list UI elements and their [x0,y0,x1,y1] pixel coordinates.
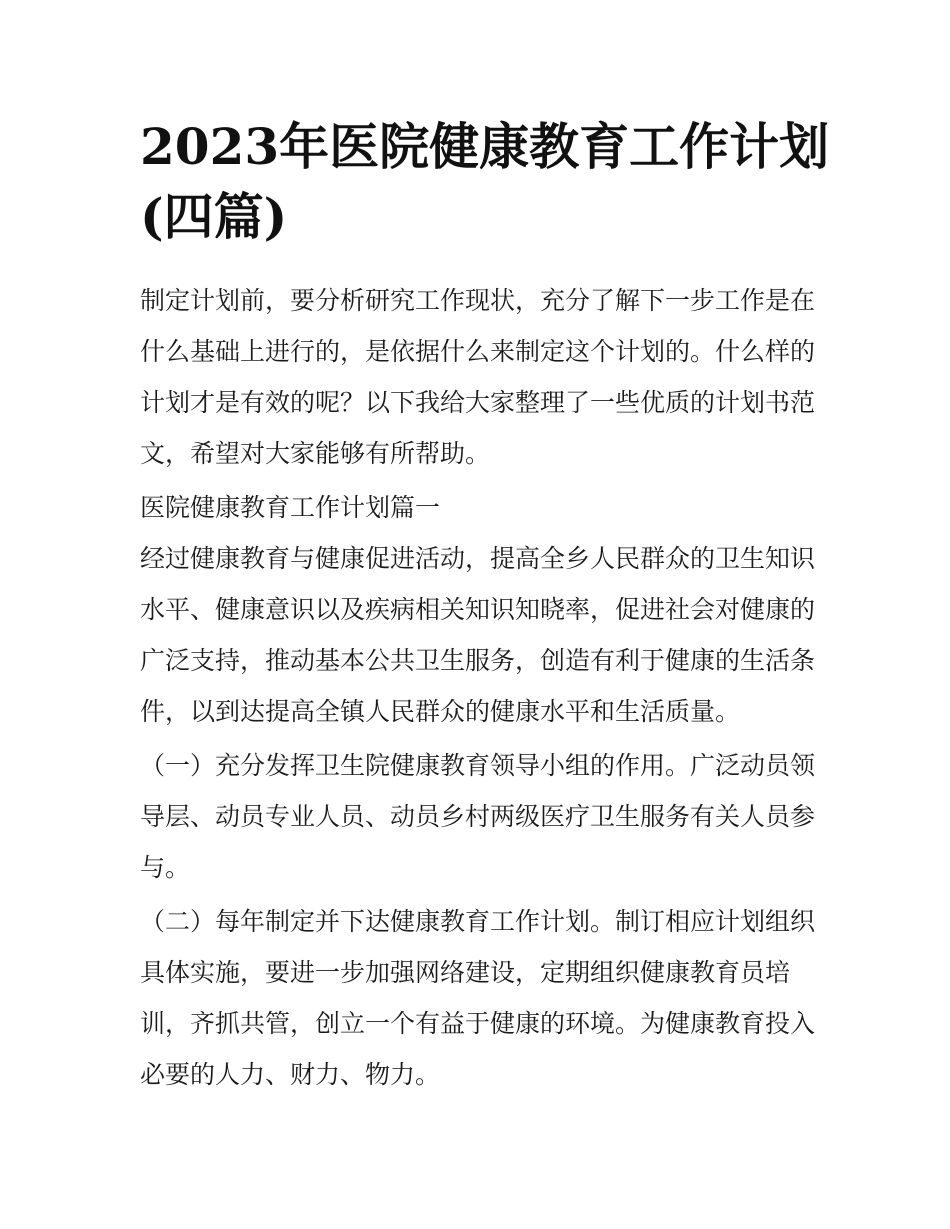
text-line: 制定计划前，要分析研究工作现状，充分了解下一步工作是在 [140,286,816,315]
text-line: 广泛支持，推动基本公共卫生服务，创造有利于健康的生活条 [140,646,816,675]
body-paragraph [140,533,820,737]
body-paragraph [140,896,820,1100]
document-body [140,275,820,1103]
title-line: 2023年医院健康教育工作计划 [140,117,830,176]
section-heading: 医院健康教育工作计划篇一 [140,493,441,522]
text-line: 什么基础上进行的，是依据什么来制定这个计划的。什么样的 [140,337,816,366]
text-line: 与。 [140,853,191,882]
text-line: 件，以到达提高全镇人民群众的健康水平和生活质量。 [140,697,741,726]
document-title [140,112,830,252]
text-line: 导层、动员专业人员、动员乡村两级医疗卫生服务有关人员参 [140,802,816,831]
text-line: 水平、健康意识以及疾病相关知识知晓率，促进社会对健康的 [140,595,816,624]
title-line: (四篇) [140,187,288,246]
text-line: （二）每年制定并下达健康教育工作计划。制订相应计划组织 [140,907,816,936]
text-line: 具体实施，要进一步加强网络建设，定期组织健康教育员培 [140,958,791,987]
text-line: 必要的人力、财力、物力。 [140,1060,441,1089]
body-paragraph [140,740,820,893]
text-line: 文，希望对大家能够有所帮助。 [140,439,491,468]
text-line: （一）充分发挥卫生院健康教育领导小组的作用。广泛动员领 [140,751,816,780]
intro-paragraph [140,275,820,479]
text-line: 训，齐抓共管，创立一个有益于健康的环境。为健康教育投入 [140,1009,816,1038]
text-line: 计划才是有效的呢？以下我给大家整理了一些优质的计划书范 [140,388,816,417]
text-line: 经过健康教育与健康促进活动，提高全乡人民群众的卫生知识 [140,544,816,573]
